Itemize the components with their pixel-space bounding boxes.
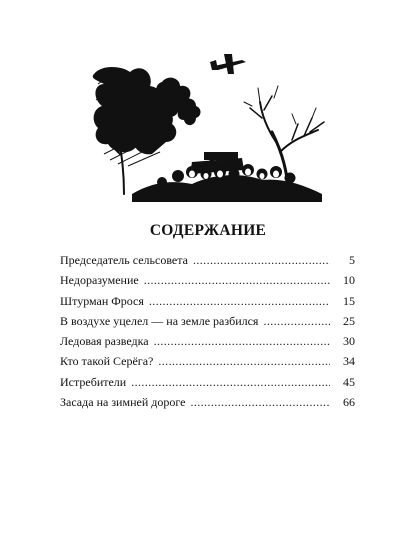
- toc-entry[interactable]: [60, 354, 355, 374]
- toc-entry-title: Засада на зимней дороге: [60, 395, 186, 410]
- table-of-contents: [60, 253, 355, 415]
- toc-entry-page: 34: [343, 354, 355, 369]
- toc-entry-title: Ледовая разведка: [60, 334, 149, 349]
- toc-entry-page: 45: [343, 374, 355, 389]
- wartime-winter-village-illustration-icon: [92, 44, 328, 204]
- toc-entry-title: Председатель сельсовета: [60, 253, 188, 267]
- toc-entry[interactable]: [60, 314, 355, 334]
- toc-leader-dots: [131, 375, 330, 390]
- toc-entry[interactable]: [60, 375, 355, 395]
- toc-entry-title: Штурман Фрося: [60, 293, 144, 308]
- toc-leader-dots: [154, 334, 330, 349]
- toc-entry[interactable]: [60, 253, 355, 273]
- toc-entry-page: 30: [343, 334, 355, 349]
- toc-entry[interactable]: [60, 294, 355, 314]
- toc-entry-title: В воздухе уцелел — на земле разбился: [60, 313, 259, 328]
- toc-entry-page: 66: [343, 395, 355, 410]
- toc-entry-page: 5: [349, 253, 355, 267]
- toc-entry-title: Кто такой Серёга?: [60, 354, 154, 369]
- toc-entry[interactable]: [60, 334, 355, 354]
- toc-leader-dots: [190, 395, 330, 410]
- toc-leader-dots: [193, 253, 330, 268]
- toc-entry-title: Истребители: [60, 374, 127, 389]
- toc-entry[interactable]: [60, 395, 355, 415]
- toc-title: СОДЕРЖАНИЕ: [149, 222, 267, 239]
- toc-entry-page: 25: [343, 313, 355, 328]
- toc-leader-dots: [144, 273, 330, 288]
- toc-entry-page: 15: [343, 293, 355, 308]
- toc-entry-title: Недоразумение: [60, 273, 139, 288]
- toc-leader-dots: [149, 294, 330, 309]
- toc-leader-dots: [263, 314, 330, 329]
- toc-entry-page: 10: [343, 273, 355, 288]
- toc-entry[interactable]: [60, 273, 355, 293]
- toc-leader-dots: [158, 354, 330, 369]
